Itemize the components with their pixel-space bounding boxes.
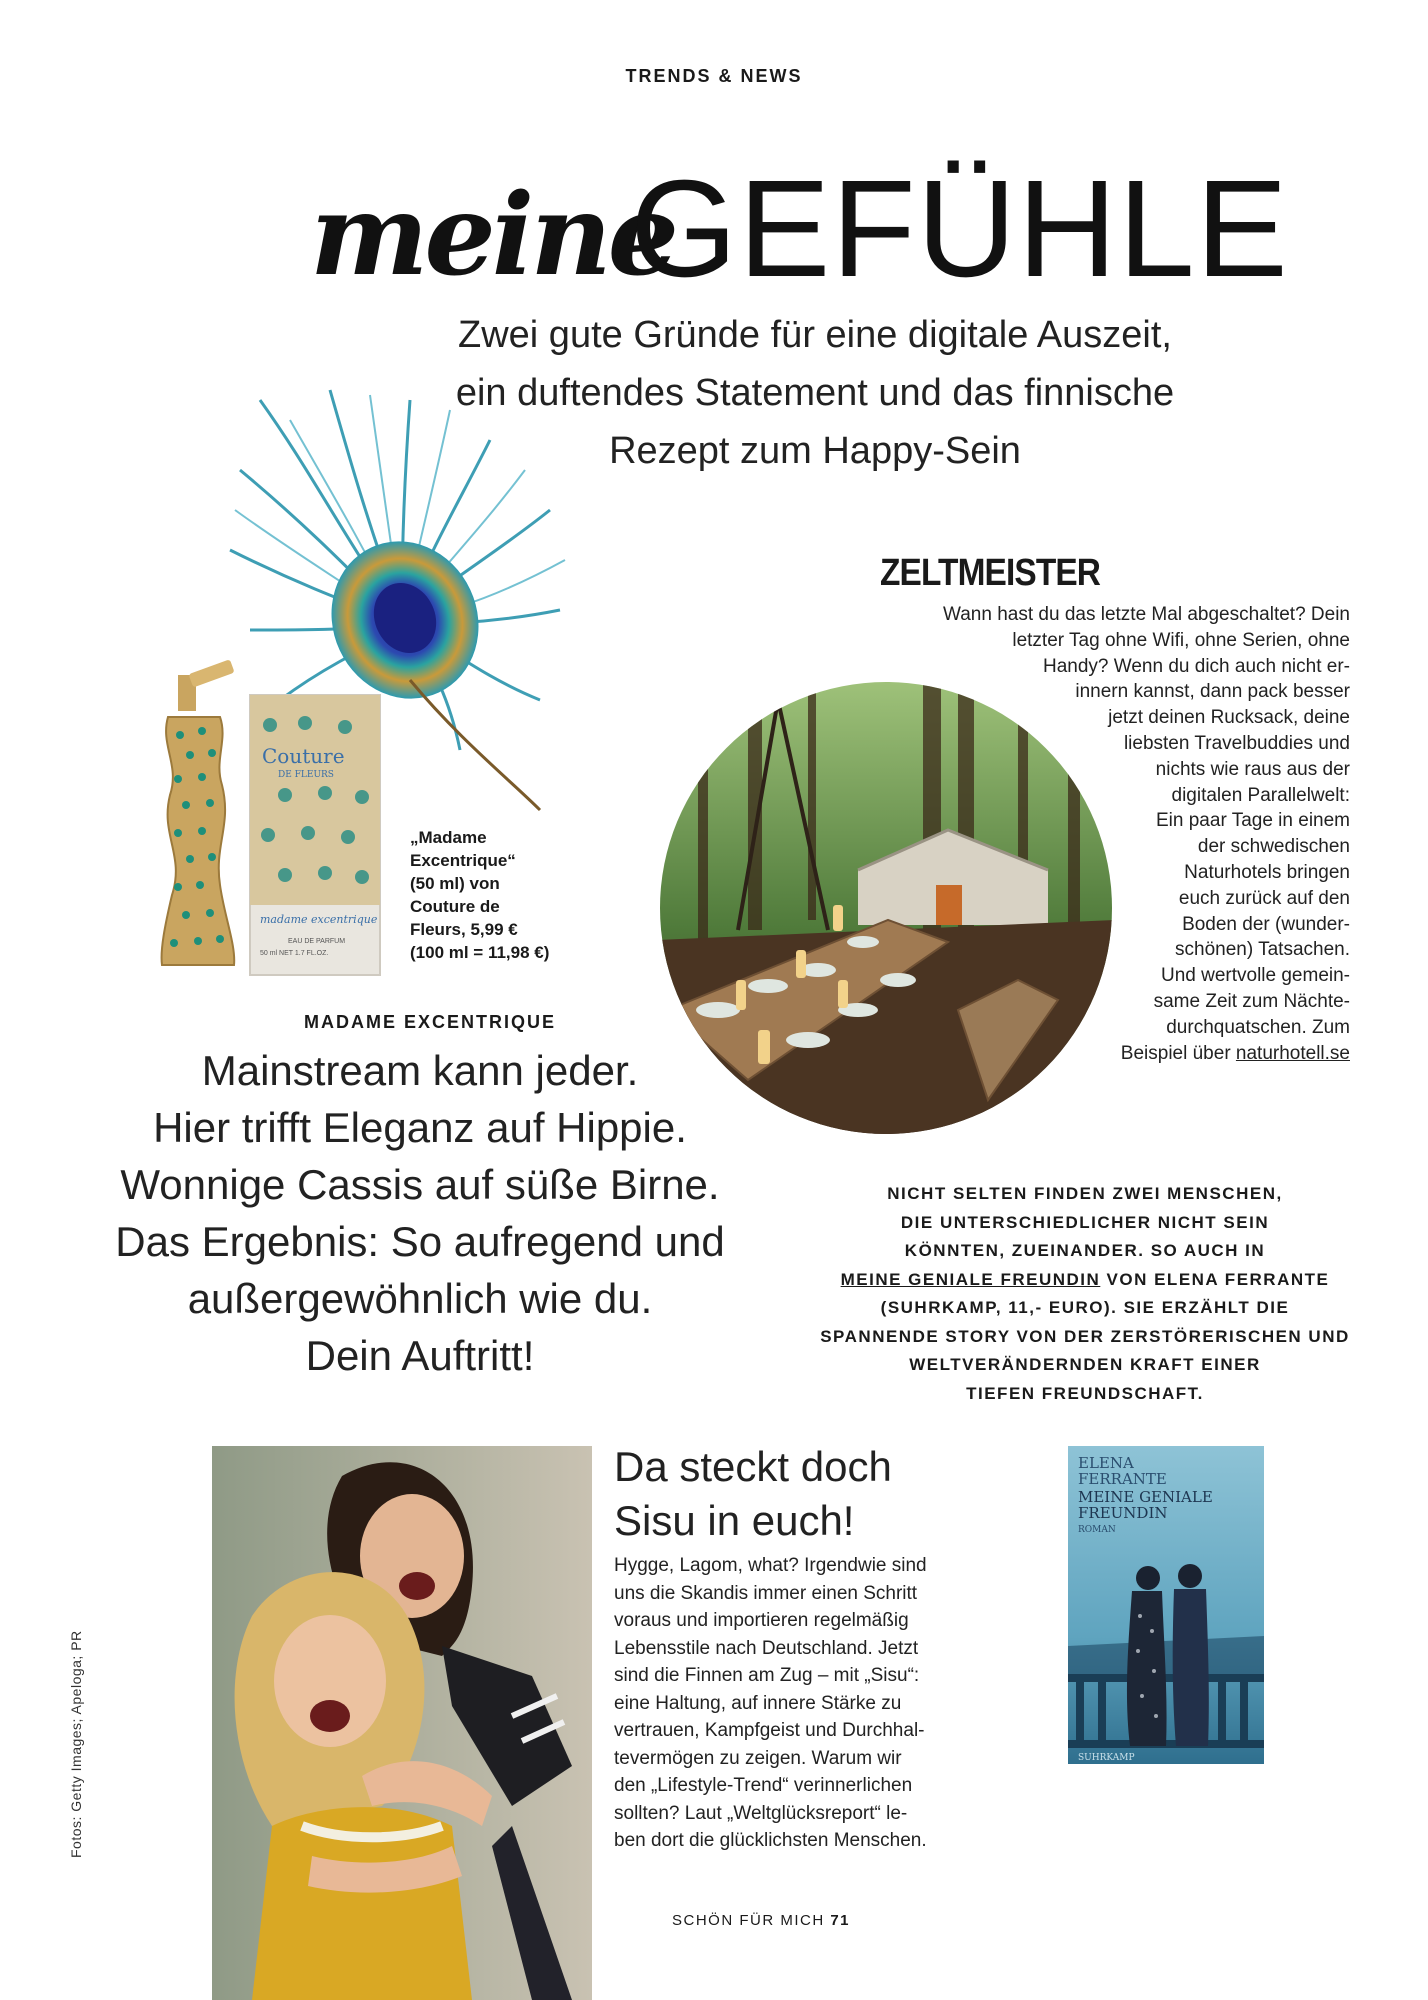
sisu-heading-line: Da steckt doch [614,1443,892,1490]
blurb-line: TIEFEN FREUNDSCHAFT. [966,1383,1204,1403]
zelt-line: innern kannst, dann pack besser [1075,681,1350,703]
title-caps: GEFÜHLE [630,152,1289,306]
perfume-quote [90,1042,750,1384]
perfume-product-image [150,655,400,985]
caption-line: (100 ml = 11,98 €) [410,943,550,962]
quote-line: Wonnige Cassis auf süße Birne. [120,1161,720,1208]
box-brand: Couture [262,744,345,768]
page-title [310,140,1289,306]
cover-author-2: FERRANTE [1078,1470,1167,1488]
cover-title-1: MEINE GENIALE [1078,1488,1213,1506]
blurb-line: (SUHRKAMP, 11,- EURO). SIE ERZÄHLT DIE [880,1298,1290,1317]
zelt-line: durchquatschen. Zum [1166,1016,1350,1038]
sisu-line: sollten? Laut „Weltglücksreport“ le- [614,1802,908,1824]
madame-heading: MADAME EXCENTRIQUE [303,1012,556,1032]
sisu-line: voraus und importieren regelmäßig [614,1610,909,1631]
sisu-line: vertrauen, Kampfgeist und Durchhal- [614,1720,925,1741]
zelt-line: Ein paar Tage in einem [1156,810,1350,832]
zelt-line: Naturhotels bringen [1184,861,1350,883]
zelt-body [850,602,1350,1072]
caption-line: Excentrique“ [410,851,516,870]
cover-publisher: SUHRKAMP [1078,1753,1135,1763]
blurb-line: DIE UNTERSCHIEDLICHER NICHT SEIN [900,1212,1270,1232]
page-number: 71 [830,1912,851,1929]
magazine-name: SCHÖN FÜR MICH [672,1912,825,1929]
zelt-line: nichts wie raus aus der [1155,758,1350,780]
quote-line: außergewöhnlich wie du. [187,1275,653,1322]
zelt-line: der schwedischen [1197,836,1350,858]
cover-title-2: FREUNDIN [1078,1504,1168,1522]
caption-line: „Madame [410,828,487,847]
quote-line: Dein Auftritt! [305,1332,535,1379]
sisu-heading-line: Sisu in euch! [614,1497,855,1544]
zelt-line: jetzt deinen Rucksack, deine [1108,707,1350,729]
zelt-last-prefix: Beispiel über [1120,1042,1236,1064]
blurb-title-suffix: VON ELENA FERRANTE [1100,1269,1330,1289]
zelt-line: Handy? Wenn du dich auch nicht er- [1043,655,1350,677]
sisu-body [614,1552,984,1855]
quote-line: Mainstream kann jeder. [201,1047,639,1094]
sisu-line: sind die Finnen am Zug – mit „Sisu“: [614,1665,920,1686]
naturhotell-link[interactable]: naturhotell.se [1235,1042,1350,1064]
zelt-line: digitalen Parallelwelt: [1171,784,1350,806]
quote-line: Das Ergebnis: So aufregend und [115,1218,725,1265]
caption-line: Fleurs, 5,99 € [410,920,518,939]
caption-line: (50 ml) von [410,874,500,893]
box-volume: 50 ml NET 1.7 FL.OZ. [260,950,329,957]
zelt-line: euch zurück auf den [1178,887,1350,909]
cover-author-1: ELENA [1078,1454,1134,1472]
section-label: TRENDS & NEWS [625,66,803,86]
blurb-line: NICHT SELTEN FINDEN ZWEI MENSCHEN, [887,1184,1283,1203]
book-cover-image [1068,1446,1264,1764]
cover-genre: ROMAN [1078,1525,1116,1535]
sisu-line: uns die Skandis immer einen Schritt [614,1582,918,1604]
blurb-line: KÖNNTEN, ZUEINANDER. SO AUCH IN [904,1241,1266,1260]
title-script: meine [310,170,675,301]
blurb-line: SPANNENDE STORY VON DER ZERSTÖRERISCHEN UND [820,1326,1350,1346]
subtitle-line: Zwei gute Gründe für eine digitale Auszeit, [458,314,1172,356]
blurb-line [760,1266,1410,1295]
box-brand-sub: DE FLEURS [278,770,334,780]
caption-line: Couture de [410,897,500,916]
photo-credit [68,1630,88,1858]
sisu-heading [614,1440,934,1548]
sisu-line: Hygge, Lagom, what? Irgendwie sind [614,1555,927,1576]
sisu-line: eine Haltung, auf innere Stärke zu [614,1692,902,1714]
subtitle-line: Rezept zum Happy-Sein [609,430,1021,472]
zelt-line: Boden der (wunder- [1182,913,1350,935]
sisu-line: Lebensstile nach Deutschland. Jetzt [614,1637,919,1659]
box-label: madame excentrique [260,913,378,926]
zelt-heading: ZELTMEISTER [880,552,1101,594]
blurb-line: WELTVERÄNDERNDEN KRAFT EINER [909,1355,1261,1374]
sisu-line: tevermögen zu zeigen. Warum wir [614,1747,902,1769]
subtitle-line: ein duftendes Statement und das finnische [455,372,1175,414]
page-footer [672,1912,850,1929]
zelt-line: Und wertvolle gemein- [1160,965,1350,987]
sisu-line: ben dort die glücklichsten Menschen. [614,1830,927,1851]
box-small: EAU DE PARFUM [288,938,346,945]
photo-credit-text: Fotos: Getty Images; Apeloga; PR [68,1630,84,1858]
zelt-line: same Zeit zum Nächte- [1153,990,1350,1012]
perfume-caption [410,826,580,964]
zelt-line: letzter Tag ohne Wifi, ohne Serien, ohne [1012,629,1350,651]
book-title-link[interactable]: MEINE GENIALE FREUNDIN [840,1269,1101,1289]
book-blurb [760,1180,1410,1408]
laughing-friends-photo [212,1446,592,2000]
zelt-line: Wann hast du das letzte Mal abgeschaltet? Dein [943,604,1350,625]
sisu-line: den „Lifestyle-Trend“ verinnerlichen [614,1775,913,1796]
zelt-line: schönen) Tatsachen. [1175,939,1350,961]
zelt-line: liebsten Travelbuddies und [1123,732,1350,754]
quote-line: Hier trifft Eleganz auf Hippie. [153,1104,687,1151]
